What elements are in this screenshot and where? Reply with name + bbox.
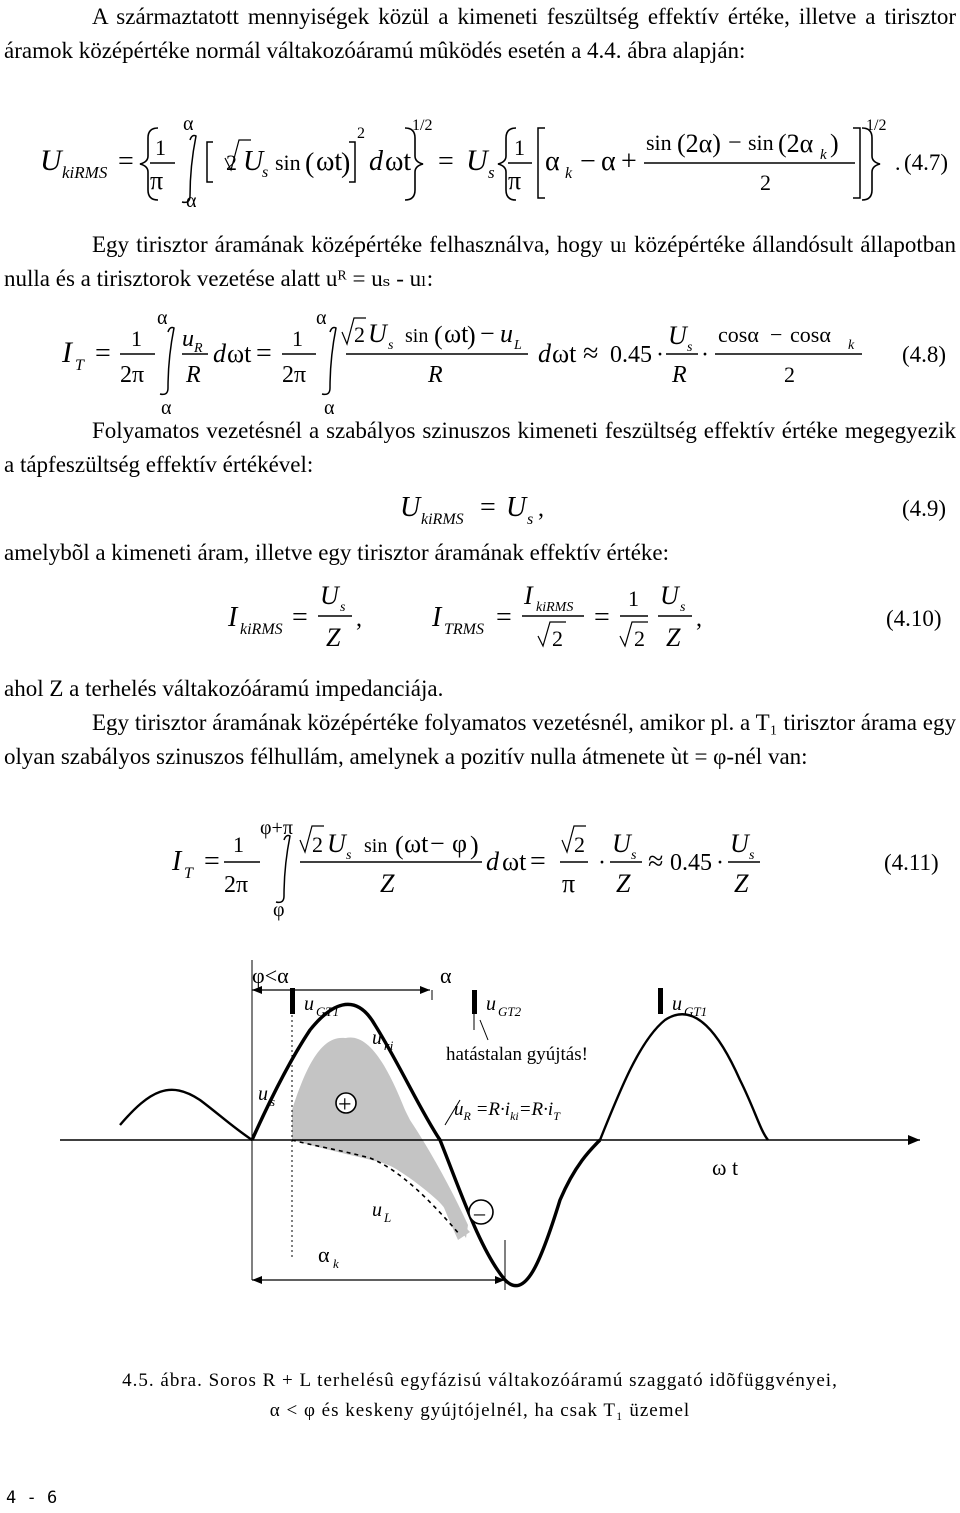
- svg-text:α: α: [183, 113, 194, 135]
- svg-text:L: L: [514, 338, 522, 353]
- svg-text:2π: 2π: [120, 362, 145, 388]
- svg-text:U: U: [243, 146, 264, 177]
- svg-text:2π: 2π: [282, 362, 307, 388]
- svg-text:u: u: [182, 326, 194, 352]
- svg-text:R: R: [428, 362, 443, 388]
- svg-text:): ): [341, 148, 351, 179]
- svg-text:s: s: [262, 164, 269, 181]
- eq411-number: (4.11): [884, 850, 939, 875]
- svg-text:k: k: [565, 165, 573, 182]
- figure-caption: [20, 1370, 940, 1422]
- paragraph-1: [4, 0, 956, 68]
- svg-text:·: ·: [716, 850, 724, 876]
- svg-text:(: (: [434, 321, 443, 350]
- paragraph-3-text: Folyamatos vezetésnél a szabályos szinuszos kimeneti feszültség effektív értéke megegyezik a tápfeszültség effektív értékével:: [4, 418, 956, 477]
- svg-text:T: T: [75, 357, 84, 374]
- svg-text:R: R: [186, 362, 201, 388]
- svg-text:s: s: [388, 338, 394, 353]
- svg-text:U: U: [660, 581, 679, 610]
- svg-text:α: α: [161, 397, 172, 419]
- svg-text:Z: Z: [666, 623, 681, 652]
- svg-text:I: I: [432, 602, 442, 633]
- svg-text:k: k: [848, 338, 855, 353]
- page-number: 4 - 6: [6, 1488, 58, 1508]
- svg-text:α: α: [601, 146, 616, 177]
- svg-text:,: ,: [356, 606, 362, 632]
- waveform-figure: [0, 930, 960, 1350]
- svg-text:U: U: [327, 829, 346, 858]
- minus-sign: –: [474, 1200, 485, 1225]
- gate-pulse-1: [290, 988, 295, 1014]
- svg-text:ωt: ωt: [227, 339, 252, 368]
- svg-text:sin: sin: [405, 325, 429, 347]
- label-ineffective-firing: hatástalan gyújtás!: [446, 1044, 588, 1065]
- svg-text:R: R: [672, 362, 687, 388]
- svg-text:d: d: [213, 339, 226, 368]
- svg-text:π: π: [508, 166, 522, 195]
- svg-text:α: α: [545, 146, 560, 177]
- svg-text:2: 2: [552, 626, 563, 651]
- label-ugt2: u: [486, 993, 496, 1015]
- svg-text:(2α: (2α: [778, 129, 814, 158]
- eq47-lhs-sub: kiRMS: [62, 163, 108, 182]
- svg-text:sin: sin: [275, 150, 301, 175]
- supply-voltage-curve: [120, 1090, 252, 1140]
- svg-text:s: s: [749, 848, 755, 863]
- paragraph-4: [4, 536, 956, 570]
- svg-text:ωt: ωt: [316, 146, 343, 177]
- svg-text:−: −: [770, 322, 783, 347]
- label-phi-lt-alpha: φ<α: [252, 963, 289, 988]
- svg-text:): ): [467, 321, 476, 350]
- svg-text:−: −: [480, 319, 495, 348]
- svg-text:ki: ki: [384, 1038, 394, 1053]
- svg-text:=: =: [256, 338, 272, 369]
- svg-text:GT1: GT1: [684, 1004, 708, 1019]
- svg-text:I: I: [62, 336, 72, 369]
- svg-text:kiRMS: kiRMS: [536, 600, 574, 615]
- svg-text:=: =: [594, 602, 610, 633]
- svg-text:L: L: [384, 1210, 392, 1225]
- eq48-coef: 0.45: [610, 342, 652, 368]
- eq410-number: (4.10): [886, 606, 942, 631]
- plus-sign: +: [338, 1092, 352, 1118]
- svg-text:2: 2: [312, 832, 323, 857]
- label-uki: u: [372, 1027, 382, 1049]
- paragraph-3: [4, 414, 956, 482]
- svg-text:ωt: ωt: [444, 319, 469, 348]
- svg-text:sin: sin: [364, 835, 388, 857]
- svg-text:π: π: [150, 166, 164, 195]
- svg-text:=: =: [530, 846, 546, 877]
- svg-text:I: I: [228, 602, 238, 633]
- svg-text:cosα: cosα: [718, 322, 759, 347]
- svg-text:ωt: ωt: [502, 847, 527, 876]
- svg-text:2: 2: [574, 832, 585, 857]
- svg-text:k: k: [820, 147, 827, 163]
- svg-text:2: 2: [357, 125, 365, 142]
- svg-text:1/2: 1/2: [412, 117, 433, 134]
- paragraph-5-text: ahol Z a terhelés váltakozóáramú impedanciája.: [4, 676, 444, 701]
- svg-text:T: T: [184, 865, 193, 882]
- svg-text:U: U: [466, 144, 488, 177]
- paragraph-2-text: Egy tirisztor áramának középértéke felhasználva, hogy uₗ középértéke állandósult állapotban nulla és a tirisztorok vezetése alatt uᴿ = uₛ - uₗ:: [4, 232, 956, 291]
- equation-4-11: [0, 812, 960, 922]
- svg-text:−: −: [728, 130, 742, 156]
- svg-text:Z: Z: [616, 869, 631, 898]
- svg-text:·: ·: [598, 850, 606, 876]
- svg-text:cosα: cosα: [790, 322, 831, 347]
- svg-text:1: 1: [233, 832, 244, 857]
- equation-4-10: [0, 574, 960, 664]
- svg-text:2: 2: [760, 170, 771, 195]
- svg-text:=: =: [438, 146, 454, 177]
- svg-text:,: ,: [696, 606, 702, 632]
- svg-text:Z: Z: [734, 869, 749, 898]
- svg-text:kiRMS: kiRMS: [421, 511, 464, 528]
- svg-text:U: U: [506, 492, 527, 523]
- label-ugt1-a: u: [304, 993, 314, 1015]
- svg-text:=: =: [496, 602, 512, 633]
- svg-text:·: ·: [701, 342, 709, 368]
- svg-text:1: 1: [131, 326, 142, 351]
- svg-text:Z: Z: [380, 869, 395, 898]
- svg-text:d: d: [486, 847, 499, 876]
- label-alpha-k: α: [318, 1242, 330, 1267]
- svg-text:α: α: [157, 307, 168, 329]
- svg-text:kiRMS: kiRMS: [240, 621, 283, 638]
- gate-pulse-2: [472, 990, 477, 1014]
- svg-text:−: −: [580, 146, 596, 177]
- gate-pulse-3: [658, 988, 663, 1014]
- label-us: u: [258, 1083, 268, 1105]
- svg-text:.: .: [895, 150, 901, 175]
- svg-text:ωt: ωt: [404, 829, 429, 858]
- svg-text:s: s: [680, 600, 686, 615]
- svg-text:s: s: [631, 848, 637, 863]
- svg-text:2π: 2π: [224, 872, 249, 898]
- svg-text:≈: ≈: [583, 338, 599, 369]
- svg-text:φ: φ: [452, 829, 468, 858]
- svg-text:U: U: [730, 829, 749, 858]
- svg-text:=: =: [204, 846, 220, 877]
- caption-line-1: 4.5. ábra. Soros R + L terhelésû egyfázisú váltakozóáramú szaggató idõfüggvényei,: [122, 1370, 838, 1391]
- svg-text:ωt: ωt: [385, 146, 412, 177]
- svg-text:): ): [470, 831, 479, 860]
- svg-text:φ: φ: [273, 899, 285, 921]
- svg-text:,: ,: [538, 496, 544, 522]
- label-ur-eq: $u_R =R\cdot i_{ki}=R\cdot i_T$: [454, 1099, 560, 1123]
- svg-text:(2α): (2α): [677, 129, 721, 158]
- svg-text:Z: Z: [326, 623, 341, 652]
- svg-text:sin: sin: [646, 130, 672, 155]
- svg-text:u: u: [500, 319, 513, 348]
- time-axis-arrow: [908, 1135, 920, 1145]
- svg-text:=: =: [118, 146, 134, 177]
- paragraph-4-text: amelybõl a kimeneti áram, illetve egy tirisztor áramának effektív értéke:: [4, 540, 670, 565]
- caption-line-2: α < φ és keskeny gyújtójelnél, ha csak T₁ üzemel: [269, 1400, 691, 1421]
- svg-text:α: α: [186, 190, 197, 212]
- svg-text:2: 2: [354, 322, 365, 347]
- svg-text:(: (: [395, 831, 404, 860]
- svg-text:s: s: [270, 1094, 276, 1109]
- svg-text:2: 2: [634, 626, 645, 651]
- eq411-coef: 0.45: [670, 850, 712, 876]
- svg-text:d: d: [538, 339, 551, 368]
- svg-text:1: 1: [628, 586, 639, 611]
- svg-text:d: d: [369, 146, 383, 177]
- svg-text:s: s: [488, 163, 495, 182]
- svg-text:α: α: [324, 397, 335, 419]
- svg-text:1/2: 1/2: [866, 117, 887, 134]
- svg-text:2: 2: [226, 150, 237, 175]
- svg-text:I: I: [172, 846, 182, 877]
- eq47-number: (4.7): [904, 150, 949, 175]
- svg-text:ωt: ωt: [552, 339, 577, 368]
- svg-text:k: k: [333, 1256, 339, 1271]
- paragraph-1-text: A származtatott mennyiségek közül a kimeneti feszültség effektív értéke, illetve a tirisztor áramok középértéke normál váltakozóáramú mûködés esetén a 4.4. ábra alapján:: [4, 4, 956, 63]
- svg-text:U: U: [400, 492, 421, 523]
- svg-text:TRMS: TRMS: [444, 621, 484, 638]
- svg-text:≈: ≈: [648, 846, 664, 877]
- svg-text:sin: sin: [748, 130, 774, 155]
- svg-text:U: U: [612, 829, 631, 858]
- label-omega-t: ω t: [712, 1155, 739, 1180]
- svg-text:=: =: [480, 492, 496, 523]
- paragraph-2: [4, 228, 956, 296]
- equation-4-8: [0, 302, 960, 424]
- eq49-number: (4.9): [902, 496, 947, 521]
- svg-text:(: (: [305, 148, 315, 179]
- label-ul: u: [372, 1199, 382, 1221]
- equation-4-9: [0, 486, 960, 536]
- svg-text:2: 2: [784, 362, 795, 387]
- svg-text:1: 1: [155, 135, 166, 160]
- svg-text:=: =: [292, 602, 308, 633]
- svg-text:+: +: [621, 146, 637, 177]
- paragraph-6-text: Egy tirisztor áramának középértéke folyamatos vezetésnél, amikor pl. a T₁ tirisztor árama egy olyan szabályos szinuszos félhullám, amelynek a pozitív nulla átmenete ùt = φ-nél van:: [4, 710, 956, 769]
- label-alpha: α: [440, 963, 452, 988]
- svg-text:s: s: [346, 848, 352, 863]
- svg-text:s: s: [687, 340, 693, 355]
- paragraph-5: [4, 672, 956, 706]
- eq47-lhs: U: [40, 144, 62, 177]
- paragraph-6: [4, 706, 956, 774]
- svg-text:·: ·: [656, 342, 664, 368]
- svg-text:U: U: [368, 319, 387, 348]
- svg-text:π: π: [562, 869, 576, 898]
- svg-text:s: s: [340, 600, 346, 615]
- svg-text:I: I: [524, 581, 533, 610]
- svg-text:1: 1: [292, 326, 303, 351]
- svg-text:s: s: [527, 511, 534, 528]
- svg-text:1: 1: [514, 135, 525, 160]
- label-ugt1-b: u: [672, 993, 682, 1015]
- svg-text:U: U: [668, 321, 687, 350]
- svg-text:GT2: GT2: [498, 1004, 522, 1019]
- svg-text:−: −: [430, 829, 445, 858]
- supply-voltage-next: [600, 1014, 768, 1140]
- svg-text:=: =: [95, 338, 111, 369]
- equation-4-7: [0, 108, 960, 218]
- svg-text:α: α: [316, 307, 327, 329]
- svg-text:U: U: [320, 581, 339, 610]
- svg-text:): ): [830, 129, 839, 158]
- svg-text:R: R: [194, 341, 203, 356]
- svg-text:φ+π: φ+π: [260, 817, 293, 839]
- svg-text:GT1: GT1: [316, 1004, 340, 1019]
- eq48-number: (4.8): [902, 342, 947, 367]
